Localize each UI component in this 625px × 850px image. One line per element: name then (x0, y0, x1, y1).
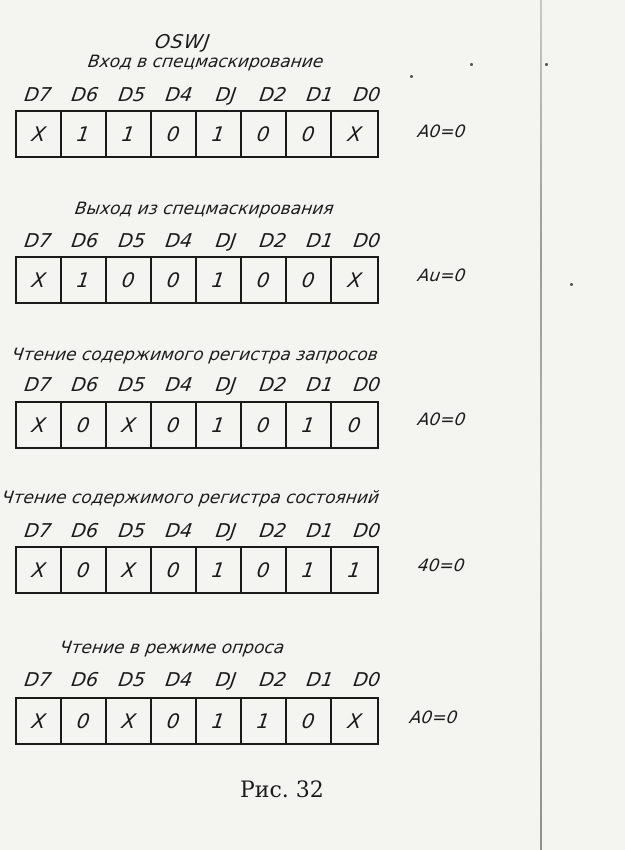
bit-label: D2 (258, 520, 288, 542)
section-title-4: Чтение содержимого регистра состояний (0, 488, 381, 508)
a0-label-4: 40=0 (416, 556, 467, 576)
bit-cell: X (345, 709, 364, 733)
ocw-title: OSWJ (153, 31, 213, 53)
bit-label: D5 (117, 84, 147, 106)
bit-label: D4 (164, 84, 194, 106)
bit-label: D0 (352, 669, 382, 691)
register-row-5 (15, 697, 379, 745)
bit-label: DJ (214, 230, 238, 252)
bit-cell: 0 (242, 548, 287, 592)
speck (410, 75, 413, 78)
bit-cell: X (345, 122, 364, 146)
bit-cell: 0 (62, 699, 107, 743)
bit-label: DJ (214, 669, 238, 691)
bit-cell: X (17, 699, 62, 743)
a0-label-5: A0=0 (408, 708, 459, 728)
bit-cell: 1 (62, 112, 107, 156)
bit-label: D6 (70, 230, 100, 252)
bit-label: DJ (214, 520, 238, 542)
bit-cell: 1 (287, 403, 332, 447)
bit-label: D1 (305, 669, 335, 691)
bit-cell: 1 (242, 699, 287, 743)
bit-label: D5 (117, 669, 147, 691)
bit-cell: 0 (152, 112, 197, 156)
bit-cell: X (17, 112, 62, 156)
bit-cell: X (107, 548, 152, 592)
bit-cell: 1 (346, 558, 363, 582)
bit-label: D6 (70, 520, 100, 542)
bit-label: D6 (70, 374, 100, 396)
bit-label: D5 (117, 230, 147, 252)
bit-cell: 0 (346, 413, 363, 437)
bit-label: D5 (117, 520, 147, 542)
page-edge-line (540, 0, 542, 850)
bit-label: D4 (164, 669, 194, 691)
bit-label: DJ (214, 84, 238, 106)
bit-cell: X (345, 268, 364, 292)
bit-label: D7 (23, 520, 53, 542)
bit-label: D0 (352, 84, 382, 106)
bit-cell: X (107, 699, 152, 743)
bit-label: D1 (305, 520, 335, 542)
bit-label: D7 (23, 669, 53, 691)
bit-label: D2 (258, 374, 288, 396)
bit-cell: 0 (152, 699, 197, 743)
bit-label: D1 (305, 84, 335, 106)
speck (545, 63, 548, 66)
bit-label: D5 (117, 374, 147, 396)
bit-label: D0 (352, 374, 382, 396)
bit-label: D2 (258, 84, 288, 106)
bit-cell: 1 (197, 258, 242, 302)
bit-cell: 0 (152, 258, 197, 302)
bit-cell: X (107, 403, 152, 447)
section-title-2: Выход из спецмаскирования (73, 199, 336, 219)
bit-label: D7 (23, 230, 53, 252)
bit-label: D6 (70, 669, 100, 691)
bit-label: D4 (164, 230, 194, 252)
bit-cell: 0 (287, 699, 332, 743)
bit-cell: 0 (152, 548, 197, 592)
figure-caption: Рис. 32 (240, 778, 324, 803)
bit-cell: 0 (62, 403, 107, 447)
section-title-1: Вход в спецмаскирование (86, 52, 325, 72)
bit-label: D2 (258, 230, 288, 252)
bit-label: D7 (23, 84, 53, 106)
bit-label: D0 (352, 520, 382, 542)
section-title-3: Чтение содержимого регистра запросов (10, 345, 380, 365)
bit-cell: 0 (152, 403, 197, 447)
bit-cell: 1 (107, 112, 152, 156)
bit-cell: 1 (197, 112, 242, 156)
bit-cell: 1 (287, 548, 332, 592)
bit-cell: 1 (62, 258, 107, 302)
register-row-2 (15, 256, 379, 304)
bit-cell: 1 (197, 403, 242, 447)
bit-cell: 0 (287, 258, 332, 302)
bit-label: D7 (23, 374, 53, 396)
bit-cell: X (17, 403, 62, 447)
bit-label: D1 (305, 230, 335, 252)
bit-label: DJ (214, 374, 238, 396)
register-row-4 (15, 546, 379, 594)
a0-label-2: Au=0 (416, 266, 467, 286)
bit-cell: X (17, 548, 62, 592)
bit-label: D2 (258, 669, 288, 691)
bit-cell: 0 (242, 112, 287, 156)
bit-cell: 0 (62, 548, 107, 592)
bit-cell: X (17, 258, 62, 302)
bit-cell: 1 (197, 548, 242, 592)
bit-cell: 0 (242, 403, 287, 447)
register-row-3 (15, 401, 379, 449)
speck (570, 283, 573, 286)
speck (470, 63, 473, 66)
bit-cell: 0 (242, 258, 287, 302)
bit-label: D6 (70, 84, 100, 106)
bit-cell: 0 (287, 112, 332, 156)
section-title-5: Чтение в режиме опроса (58, 638, 286, 658)
bit-cell: 1 (197, 699, 242, 743)
bit-label: D1 (305, 374, 335, 396)
bit-label: D0 (352, 230, 382, 252)
a0-label-1: A0=0 (416, 122, 467, 142)
a0-label-3: A0=0 (416, 410, 467, 430)
bit-label: D4 (164, 374, 194, 396)
bit-cell: 0 (107, 258, 152, 302)
bit-label: D4 (164, 520, 194, 542)
register-row-1 (15, 110, 379, 158)
